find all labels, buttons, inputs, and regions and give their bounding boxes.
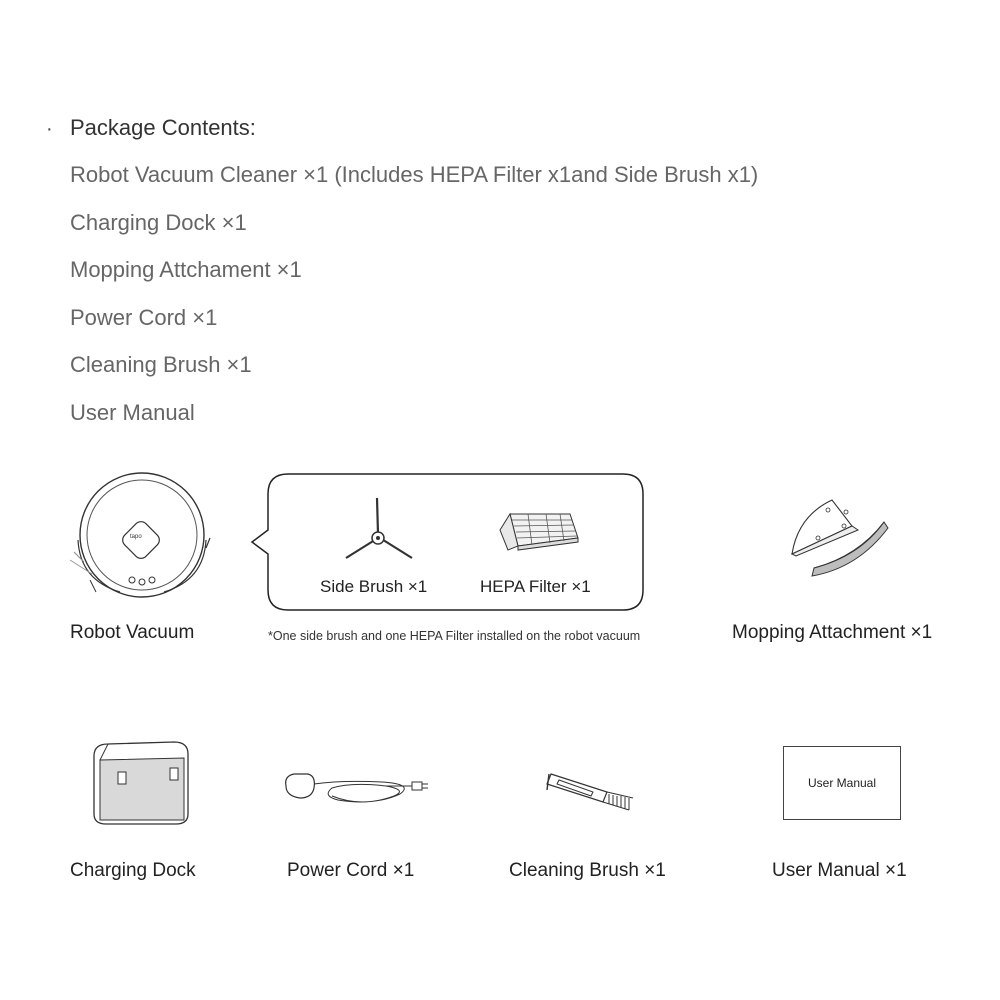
side-brush-icon xyxy=(340,496,420,566)
user-manual-icon xyxy=(783,746,901,820)
charging-dock-icon xyxy=(88,738,198,828)
list-item: User Manual xyxy=(70,400,195,425)
cleaning-brush-label: Cleaning Brush ×1 xyxy=(509,860,666,881)
side-brush-label: Side Brush ×1 xyxy=(320,577,428,596)
robot-vacuum-icon xyxy=(60,470,230,600)
hepa-filter-label: HEPA Filter ×1 xyxy=(480,577,591,596)
robot-logo: tapo xyxy=(130,534,142,540)
list-item: Mopping Attchament ×1 xyxy=(70,257,302,282)
mopping-attachment-icon xyxy=(788,496,898,586)
user-manual-box-text: User Manual xyxy=(807,776,877,790)
footnote: *One side brush and one HEPA Filter installed on the robot vacuum xyxy=(268,629,641,643)
charging-dock-label: Charging Dock xyxy=(70,860,196,881)
list-item: Charging Dock ×1 xyxy=(70,210,247,235)
cleaning-brush-icon xyxy=(545,770,637,814)
section-heading: Package Contents: xyxy=(70,115,256,140)
list-bullet: · xyxy=(46,118,53,140)
mopping-attachment-label: Mopping Attachment ×1 xyxy=(732,622,933,643)
power-cord-icon xyxy=(282,766,432,812)
robot-vacuum-label: Robot Vacuum xyxy=(70,622,195,643)
list-item: Power Cord ×1 xyxy=(70,305,218,330)
power-cord-label: Power Cord ×1 xyxy=(287,860,415,881)
user-manual-label: User Manual ×1 xyxy=(772,860,907,881)
list-item: Cleaning Brush ×1 xyxy=(70,352,252,377)
list-item: Robot Vacuum Cleaner ×1 (Includes HEPA Filter x1and Side Brush x1) xyxy=(70,162,759,187)
hepa-filter-icon xyxy=(498,510,582,552)
